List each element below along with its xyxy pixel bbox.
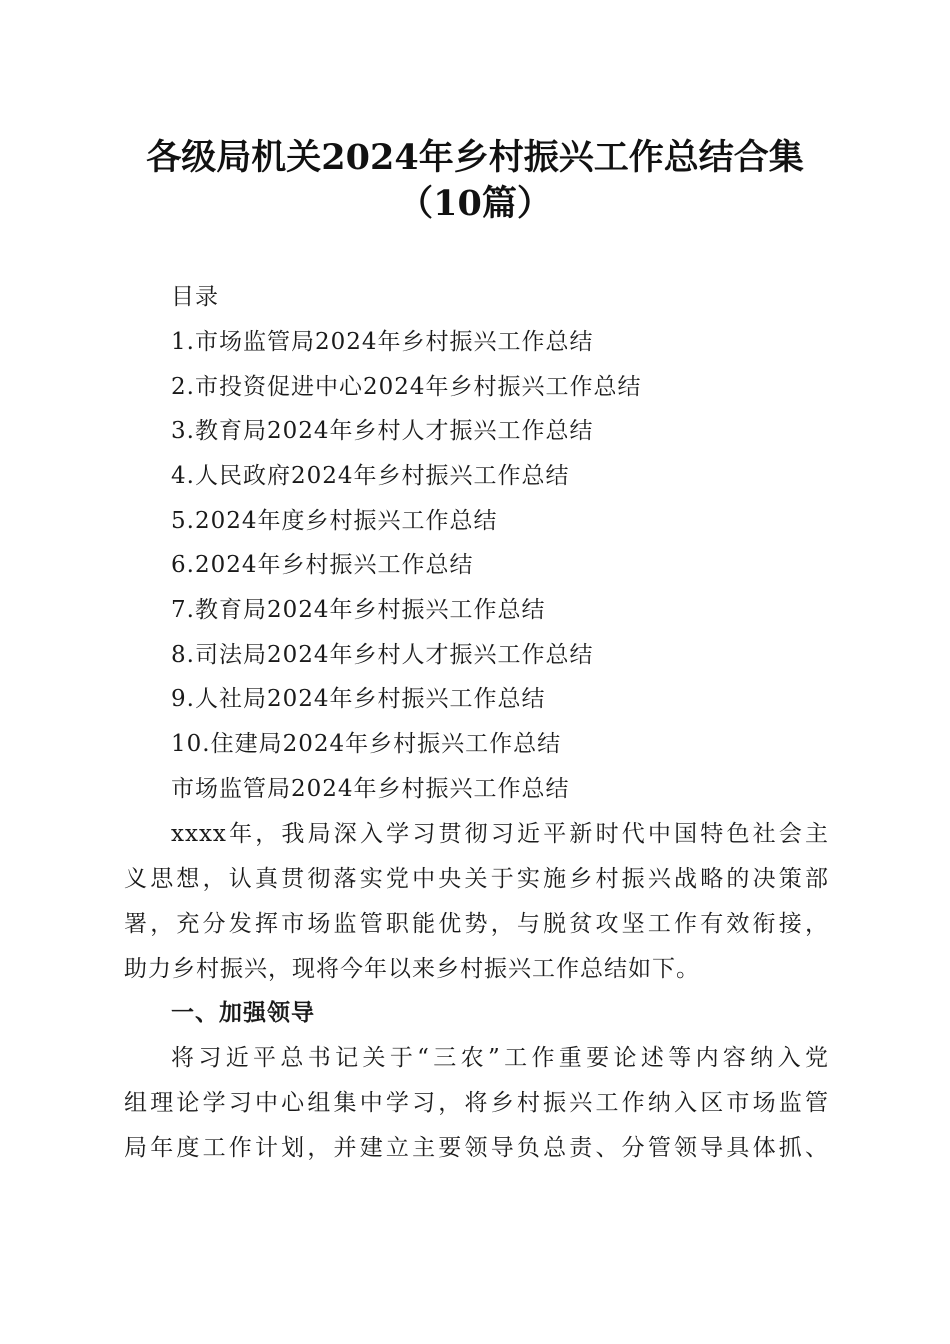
article-title: 市场监管局2024年乡村振兴工作总结 [171,776,570,802]
toc-item: 4.人民政府2024年乡村振兴工作总结 [171,463,570,489]
toc-item: 1.市场监管局2024年乡村振兴工作总结 [171,329,594,355]
section-paragraph-line: 局年度工作计划，并建立主要领导负总责、分管领导具体抓、 [124,1135,829,1161]
toc-item: 2.市投资促进中心2024年乡村振兴工作总结 [171,374,642,400]
intro-paragraph-line: 助力乡村振兴，现将今年以来乡村振兴工作总结如下。 [124,956,700,982]
toc-item: 3.教育局2024年乡村人才振兴工作总结 [171,418,594,444]
intro-paragraph-line: 义思想，认真贯彻落实党中央关于实施乡村振兴战略的决策部 [124,866,829,892]
toc-item: 9.人社局2024年乡村振兴工作总结 [171,686,546,712]
toc-item: 5.2024年度乡村振兴工作总结 [171,508,498,534]
document-title-count: （10篇） [398,183,552,224]
toc-item: 10.住建局2024年乡村振兴工作总结 [171,731,562,757]
intro-paragraph-line: 署，充分发挥市场监管职能优势，与脱贫攻坚工作有效衔接， [124,911,829,937]
section-paragraph-line: 将习近平总书记关于“三农”工作重要论述等内容纳入党 [171,1045,829,1071]
toc-item: 6.2024年乡村振兴工作总结 [171,552,474,578]
section-paragraph-line: 组理论学习中心组集中学习，将乡村振兴工作纳入区市场监管 [124,1090,829,1116]
document-title: 各级局机关2024年乡村振兴工作总结合集 [146,137,804,178]
toc-item: 7.教育局2024年乡村振兴工作总结 [171,597,546,623]
section-heading: 一、加强领导 [171,1000,315,1026]
toc-heading: 目录 [171,284,219,310]
toc-item: 8.司法局2024年乡村人才振兴工作总结 [171,642,594,668]
intro-paragraph-line: xxxx年，我局深入学习贯彻习近平新时代中国特色社会主 [171,821,829,847]
